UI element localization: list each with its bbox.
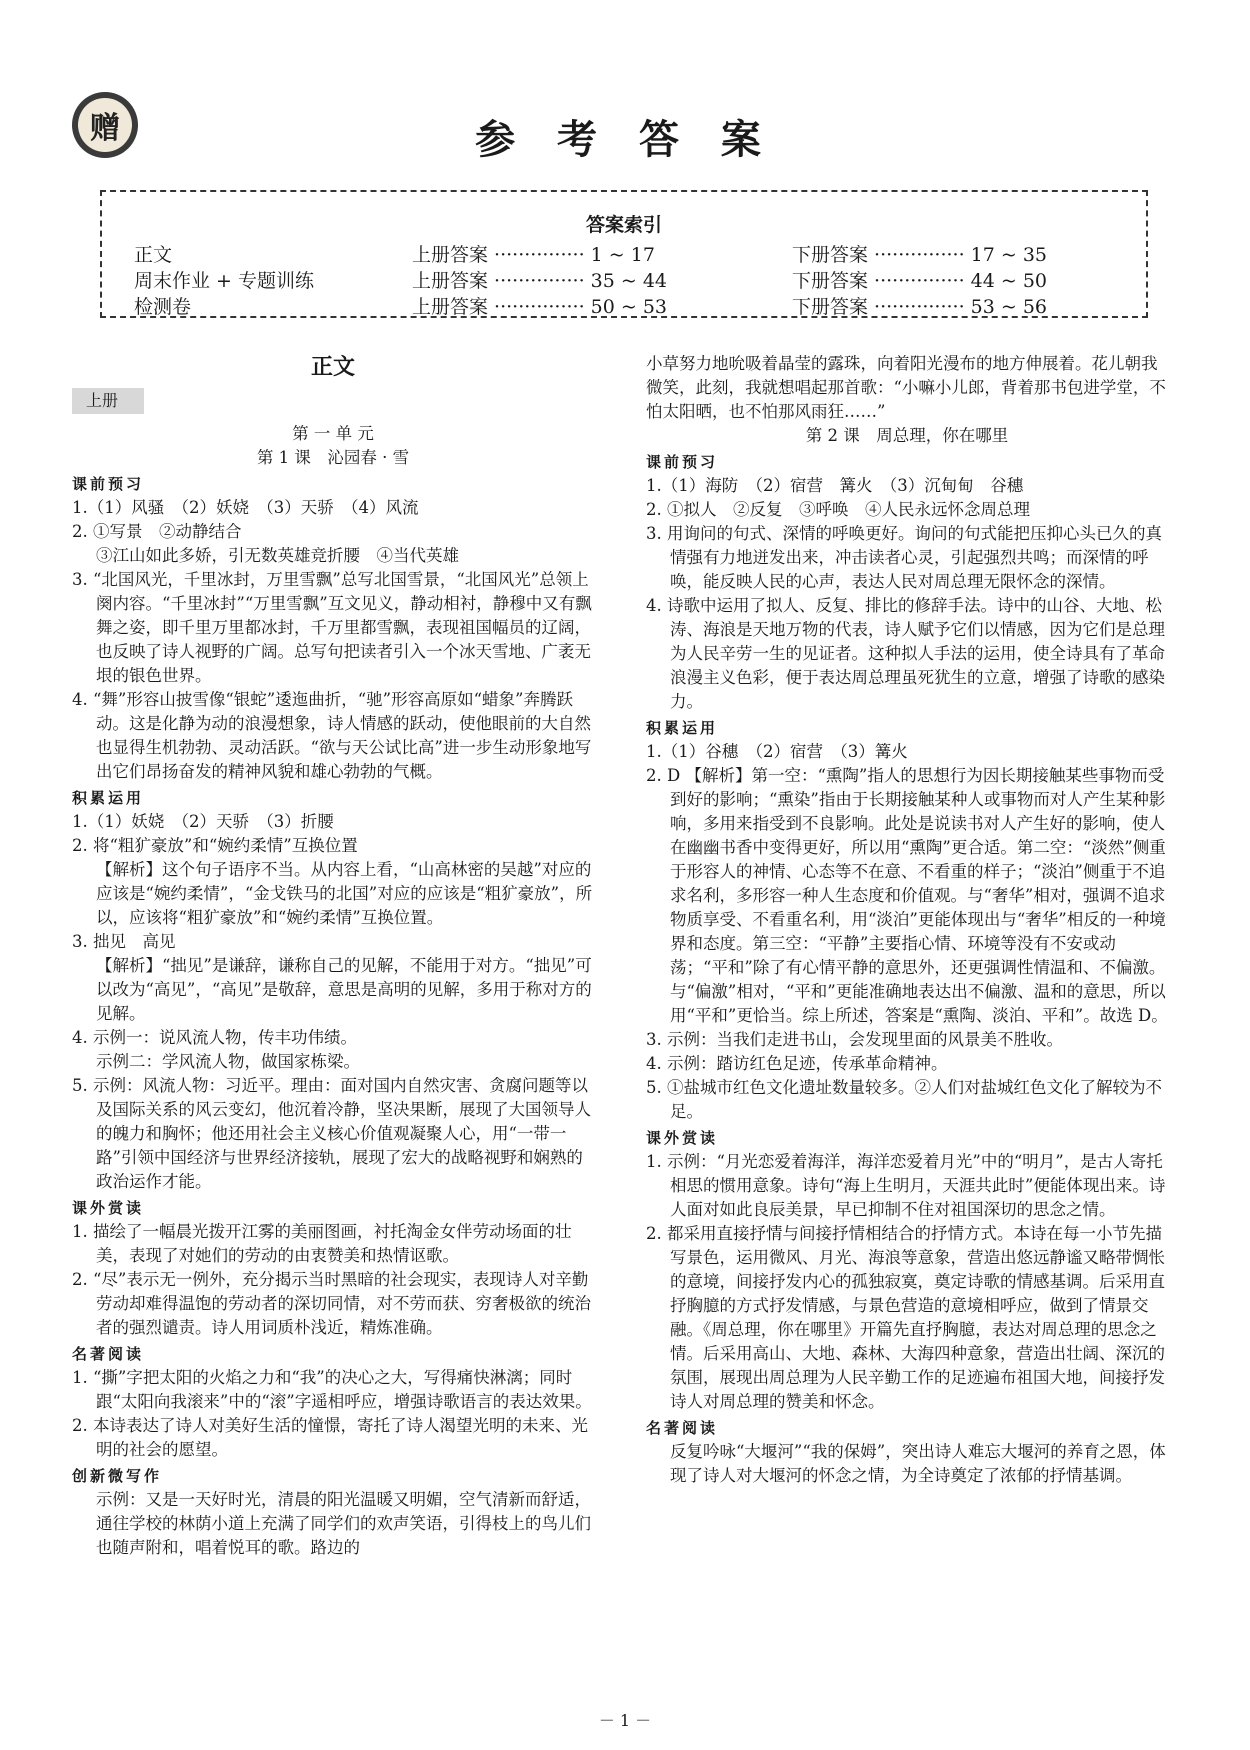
answer-item: 4. 诗歌中运用了拟人、反复、排比的修辞手法。诗中的山谷、大地、松涛、海浪是天地万物的代表，诗人赋予它们以情感，因为它们是总理为人民辛劳一生的见证者。这种拟人手法的运用，使全诗具有了革命浪漫主义色彩，便于表达周总理虽死犹生的立意，增强了诗歌的感染力。 — [646, 596, 1165, 711]
answer-item: 2. D 【解析】第一空：“熏陶”指人的思想行为因长期接触某些事物而受到好的影响；“熏染”指由于长期接触某种人或事物而对人产生某种影响，多用来指受到不良影响。此处是说读书对人产生好的影响，使人在幽幽书香中变得更好，所以用“熏陶”更合适。第二空：“淡然”侧重于形容人的神情、心态等不在意、不看重的样子；“淡泊”侧重于不追求名利，多形容一种人生态度和价值观。与“奢华”相对，强调不追求物质享受、不看重名利，用“淡泊”更能体现出与“奢华”相反的一种境界和态度。第三空：“平静”主要指心情、环境等没有不安或动荡；“平和”除了有心情平静的意思外，还更强调性情温和、不偏激。与“偏激”相对，“平和”更能准确地表达出不偏激、温和的意思，所以用“平和”更恰当。综上所述，答案是“熏陶、淡泊、平和”。故选 D。 — [646, 766, 1168, 1025]
right-column — [646, 352, 1168, 1488]
answer-index-box — [100, 190, 1148, 318]
index-row — [102, 292, 1146, 318]
answer-item: 5. ①盐城市红色文化遗址数量较多。②人们对盐城红色文化了解较为不足。 — [646, 1078, 1162, 1121]
page-title: 参 考 答 案 — [475, 116, 775, 163]
answer-item: 1. “撕”字把太阳的火焰之力和“我”的决心之大，写得痛快淋漓；同时跟“太阳向我滚来”中的“滚”字遥相呼应，增强诗歌语言的表达效果。 — [72, 1368, 592, 1411]
answer-item: 2. 将“粗犷豪放”和“婉约柔情”互换位置 — [72, 836, 358, 855]
index-row-down: 下册答案 ··············· 53 ~ 56 — [792, 296, 1048, 318]
badge-text: 赠 — [78, 98, 132, 152]
subsection-heading: 名著阅读 — [646, 1419, 719, 1437]
answer-item: 3. 拙见 高见 — [72, 932, 176, 951]
answer-text: 反复吟咏“大堰河”“我的保姆”，突出诗人难忘大堰河的养育之恩，体现了诗人对大堰河的怀念之情，为全诗奠定了浓郁的抒情基调。 — [670, 1442, 1166, 1485]
index-row-up: 上册答案 ··············· 50 ~ 53 — [412, 296, 668, 318]
index-row-down: 下册答案 ··············· 17 ~ 35 — [792, 244, 1048, 266]
answer-text: 示例：又是一天好时光，清晨的阳光温暖又明媚，空气清新而舒适，通往学校的林荫小道上充满了同学们的欢声笑语，引得枝上的鸟儿们也随声附和，唱着悦耳的歌。路边的 — [96, 1490, 591, 1557]
answer-item: 4. 示例一：说风流人物，传丰功伟绩。 — [72, 1028, 357, 1047]
answer-item: 1.（1）海防 （2）宿营 篝火 （3）沉甸甸 谷穗 — [646, 476, 1024, 495]
index-row — [102, 266, 1146, 292]
index-row-up: 上册答案 ··············· 35 ~ 44 — [412, 270, 668, 292]
answer-item: 2. 都采用直接抒情与间接抒情相结合的抒情方式。本诗在每一小节先描写景色，运用微风、月光、海浪等意象，营造出悠远静谧又略带惆怅的意境，间接抒发内心的孤独寂寞，奠定诗歌的情感基调。后采用直抒胸臆的方式抒发情感，与景色营造的意境相呼应，做到了情景交融。《周总理，你在哪里》开篇先直抒胸臆，表达对周总理的思念之情。后采用高山、大地、森林、大海四种意象，营造出壮阔、深沉的氛围，展现出周总理为人民辛勤工作的足迹遍布祖国大地，间接抒发诗人对周总理的赞美和怀念。 — [646, 1224, 1165, 1411]
answer-item: 3. “北国风光，千里冰封，万里雪飘”总写北国雪景，“北国风光”总领上阕内容。“千里冰封”“万里雪飘”互文见义，静动相衬，静穆中又有飘舞之姿，即千里万里都冰封，千万里都雪飘，表现祖国幅员的辽阔，也反映了诗人视野的广阔。总写句把读者引入一个冰天雪地、广袤无垠的银色世界。 — [72, 570, 592, 685]
subsection-heading: 课外赏读 — [646, 1129, 719, 1147]
index-row — [102, 240, 1146, 266]
answer-item: 4. 示例：踏访红色足迹，传承革命精神。 — [646, 1054, 948, 1073]
subsection-heading: 名著阅读 — [72, 1345, 145, 1363]
index-row-down: 下册答案 ··············· 44 ~ 50 — [792, 270, 1048, 292]
subsection-heading: 课前预习 — [72, 475, 145, 493]
lesson-heading: 第 2 课 周总理，你在哪里 — [805, 426, 1009, 445]
index-row-up: 上册答案 ··············· 1 ~ 17 — [412, 244, 655, 266]
answer-item: 3. 示例：当我们走进书山，会发现里面的风景美不胜收。 — [646, 1030, 1063, 1049]
answer-item: 2. ①写景 ②动静结合 — [72, 522, 242, 541]
paragraph: 小草努力地吮吸着晶莹的露珠，向着阳光漫布的地方伸展着。花儿朝我微笑，此刻，我就想唱起那首歌：“小嘛小儿郎，背着那书包进学堂，不怕太阳晒，也不怕那风雨狂……” — [646, 354, 1166, 421]
index-title: 答案索引 — [585, 214, 662, 236]
subsection-heading: 创新微写作 — [72, 1467, 163, 1485]
volume-label: 上册 — [72, 388, 144, 414]
subsection-heading: 积累运用 — [72, 789, 145, 807]
answer-item: 2. ①拟人 ②反复 ③呼唤 ④人民永远怀念周总理 — [646, 500, 1030, 519]
index-row-name: 周末作业 + 专题训练 — [134, 270, 314, 292]
answer-text: ③江山如此多娇，引无数英雄竞折腰 ④当代英雄 — [96, 546, 459, 565]
answer-text: 【解析】“拙见”是谦辞，谦称自己的见解，不能用于对方。“拙见”可以改为“高见”，“高见”是敬辞，意思是高明的见解，多用于称对方的见解。 — [96, 956, 592, 1023]
answer-item: 4. “舞”形容山披雪像“银蛇”逶迤曲折，“驰”形容高原如“蜡象”奔腾跃动。这是化静为动的浪漫想象，诗人情感的跃动，使他眼前的大自然也显得生机勃勃、灵动活跃。“欲与天公试比高”进一步生动形象地写出它们昂扬奋发的精神风貌和雄心勃勃的气概。 — [72, 690, 592, 781]
subsection-heading: 积累运用 — [646, 719, 719, 737]
answer-item: 1.（1）风骚 （2）妖娆 （3）天骄 （4）风流 — [72, 498, 419, 517]
section-heading: 正文 — [310, 355, 355, 380]
answer-item: 1. 描绘了一幅晨光拨开江雾的美丽图画，衬托淘金女伴劳动场面的壮美，表现了对她们的劳动的由衷赞美和热情讴歌。 — [72, 1222, 572, 1265]
answer-item: 1.（1）妖娆 （2）天骄 （3）折腰 — [72, 812, 334, 831]
index-row-name: 正文 — [134, 244, 173, 266]
page-number: － 1 － — [598, 1711, 652, 1730]
answer-text: 示例二：学风流人物，做国家栋梁。 — [96, 1052, 360, 1071]
answer-item: 3. 用询问的句式、深情的呼唤更好。询问的句式能把压抑心头已久的真情强有力地迸发出来，冲击读者心灵，引起强烈共鸣；而深情的呼唤，能反映人民的心声，表达人民对周总理无限怀念的深情。 — [646, 524, 1162, 591]
answer-text: 【解析】这个句子语序不当。从内容上看，“山高林密的吴越”对应的应该是“婉约柔情”，“金戈铁马的北国”对应的应该是“粗犷豪放”，所以，应该将“粗犷豪放”和“婉约柔情”互换位置。 — [96, 860, 593, 927]
answer-item: 2. “尽”表示无一例外，充分揭示当时黑暗的社会现实，表现诗人对辛勤劳动却难得温饱的劳动者的深切同情，对不劳而获、穷奢极欲的统治者的强烈谴责。诗人用词质朴浅近，精炼准确。 — [72, 1270, 591, 1337]
lesson-heading: 第 1 课 沁园春 · 雪 — [256, 448, 410, 467]
answer-item: 1.（1）谷穗 （2）宿营 （3）篝火 — [646, 742, 908, 761]
index-row-name: 检测卷 — [134, 296, 192, 318]
answer-item: 5. 示例：风流人物：习近平。理由：面对国内自然灾害、贪腐问题等以及国际关系的风云变幻，他沉着冷静，坚决果断，展现了大国领导人的魄力和胸怀；他还用社会主义核心价值观凝聚人心，用“一带一路”引领中国经济与世界经济接轨，展现了宏大的战略视野和娴熟的政治运作才能。 — [72, 1076, 591, 1191]
left-column — [72, 350, 594, 1560]
answer-item: 2. 本诗表达了诗人对美好生活的憧憬，寄托了诗人渴望光明的未来、光明的社会的愿望。 — [72, 1416, 588, 1459]
subsection-heading: 课前预习 — [646, 453, 719, 471]
subsection-heading: 课外赏读 — [72, 1199, 145, 1217]
answer-item: 1. 示例：“月光恋爱着海洋，海洋恋爱着月光”中的“明月”，是古人寄托相思的惯用意象。诗句“海上生明月，天涯共此时”便能体现出来。诗人面对如此良辰美景，早已抑制不住对祖国深切的思念之情。 — [646, 1152, 1166, 1219]
lesson-heading: 第 一 单 元 — [292, 424, 374, 443]
